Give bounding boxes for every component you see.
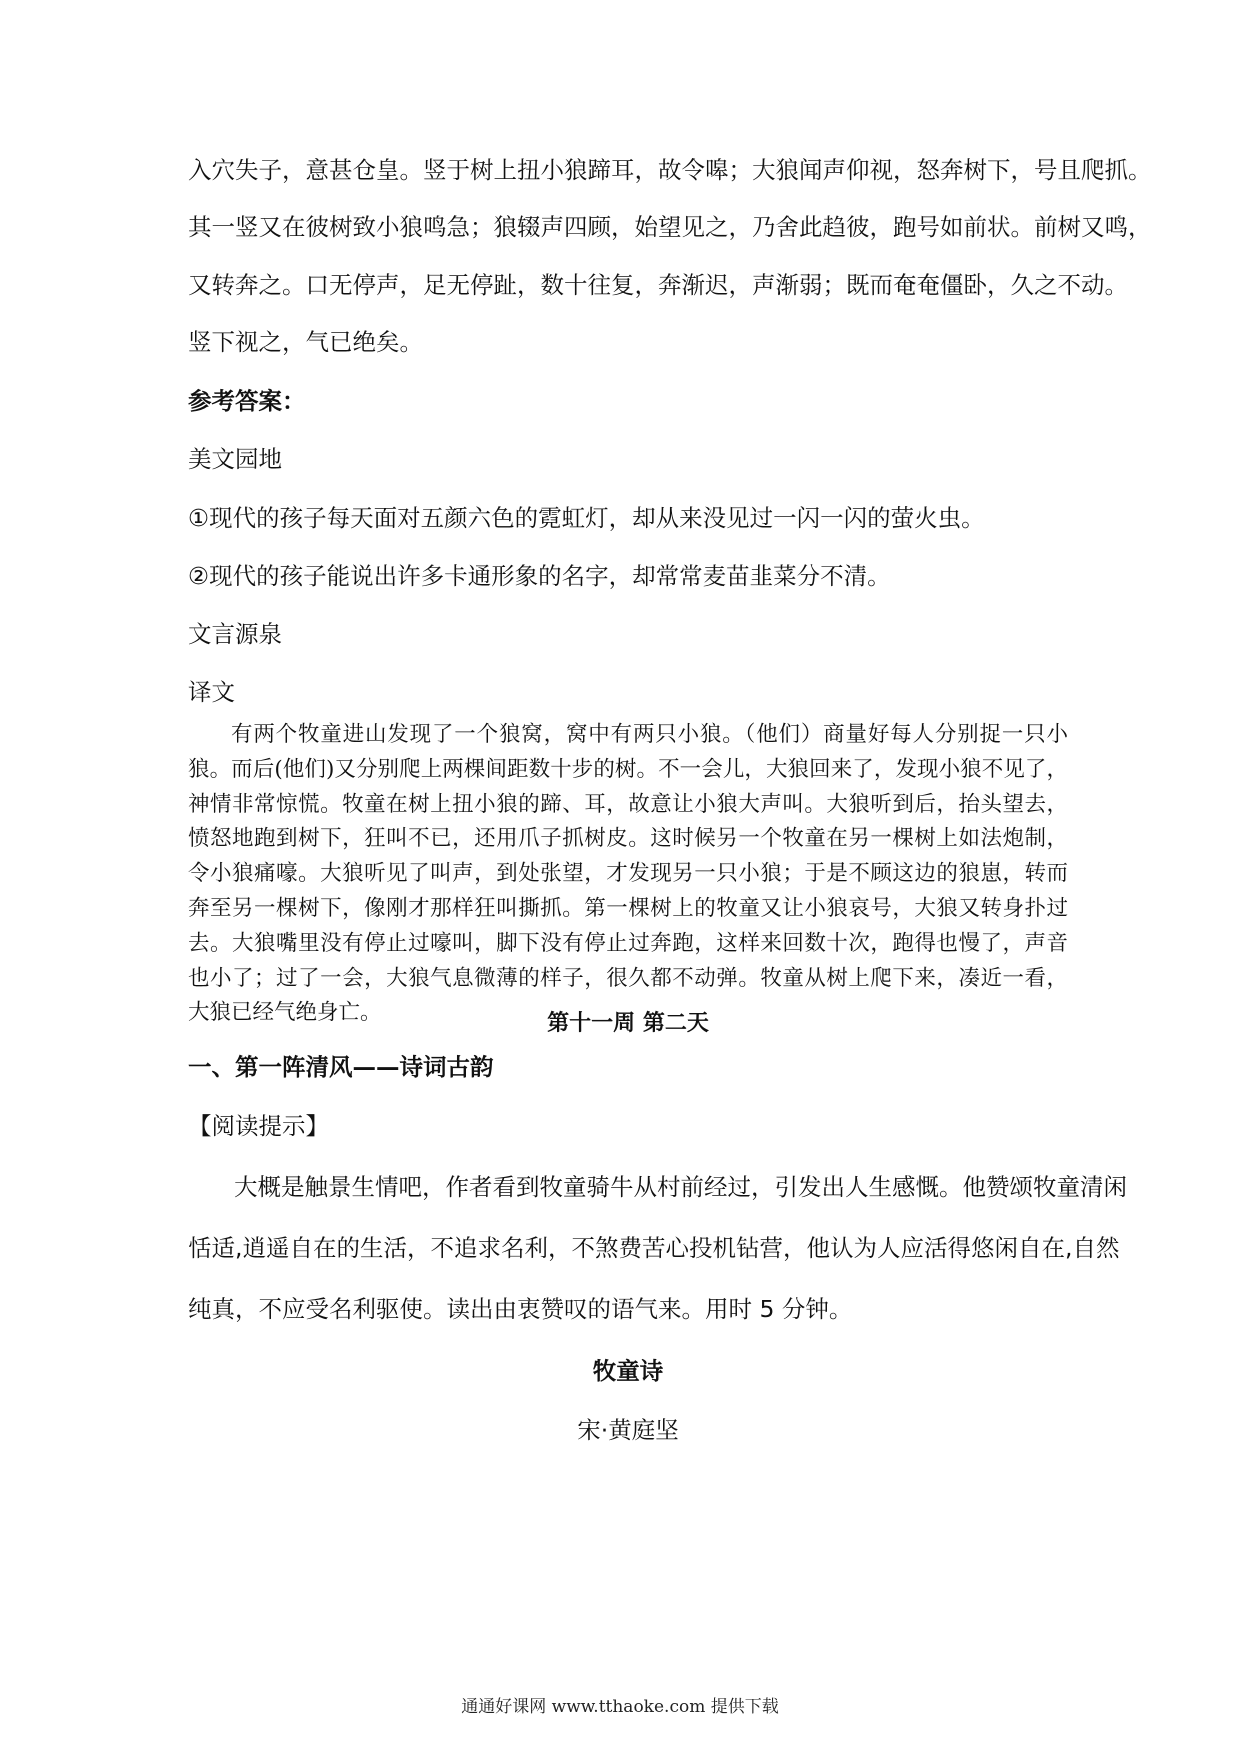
poem-title: 牧童诗 [592,1357,664,1385]
translation-paragraph: 有两个牧童进山发现了一个狼窝，窝中有两只小狼。（他们）商量好每人分别捉一只小狼。而后(他们)又分别爬上两棵间距数十步的树。不一会儿，大狼回来了，发现小狼不见了，神情非常惊慌。牧童在树上扭小狼的蹄、耳，故意让小狼大声叫。大狼听到后，抬头望去，愤怒地跑到树下，狂叫不已，还用爪子抓树皮。这时候另一个牧童在另一棵树上如法炮制，令小狼痛嚎。大狼听见了叫声，到处张望，才发现另一只小狼；于是不顾这边的狼崽，转而奔至另一棵树下，像刚才那样狂叫撕抓。第一棵树上的牧童又让小狼哀号，大狼又转身扑过去。大狼嘴里没有停止过嚎叫，脚下没有停止过奔跑，这样来回数十次，跑得也慢了，声音也小了；过了一会，大狼气息微薄的样子，很久都不动弹。牧童从树上爬下来，凑近一看，大狼已经气绝身亡。 [188,722,1068,1026]
classical-text-line-3: 又转奔之。口无停声，足无停趾，数十往复，奔渐迟，声渐弱；既而奄奄僵卧，久之不动。 [188,271,1128,299]
reading-tip-label: 【阅读提示】 [188,1112,329,1140]
answers-heading: 参考答案： [188,387,306,415]
answer-item-1: ①现代的孩子每天面对五颜六色的霓虹灯，却从来没见过一闪一闪的萤火虫。 [188,504,985,532]
section-label-meiwen: 美文园地 [188,445,282,473]
reading-tip-line-2: 恬适,逍遥自在的生活，不追求名利，不煞费苦心投机钻营，他认为人应活得悠闲自在,自然 [188,1234,1120,1262]
classical-text-line-1: 入穴失子，意甚仓皇。竖于树上扭小狼蹄耳，故令嗥；大狼闻声仰视，怒奔树下，号且爬抓。 [188,156,1152,184]
reading-tip-line-3: 纯真，不应受名利驱使。读出由衷赞叹的语气来。用时 5 分钟。 [188,1295,853,1323]
section-heading: 一、第一阵清风——诗词古韵 [188,1053,494,1081]
classical-text-line-2: 其一竖又在彼树致小狼鸣急；狼辍声四顾，始望见之，乃舍此趋彼，跑号如前状。前树又鸣， [188,213,1152,241]
reading-tip-line-1: 大概是触景生情吧，作者看到牧童骑牛从村前经过，引发出人生感慨。他赞颂牧童清闲 [234,1173,1127,1201]
answer-item-2: ②现代的孩子能说出许多卡通形象的名字，却常常麦苗韭菜分不清。 [188,562,891,590]
page-footer: 通通好课网 www.tthaoke.com 提供下载 [461,1697,779,1717]
translation-label: 译文 [188,678,235,706]
section-label-wenyan: 文言源泉 [188,620,282,648]
classical-text-line-4: 竖下视之，气已绝矣。 [188,328,423,356]
poem-author: 宋·黄庭坚 [577,1416,679,1444]
week-heading: 第十一周 第二天 [547,1010,709,1036]
